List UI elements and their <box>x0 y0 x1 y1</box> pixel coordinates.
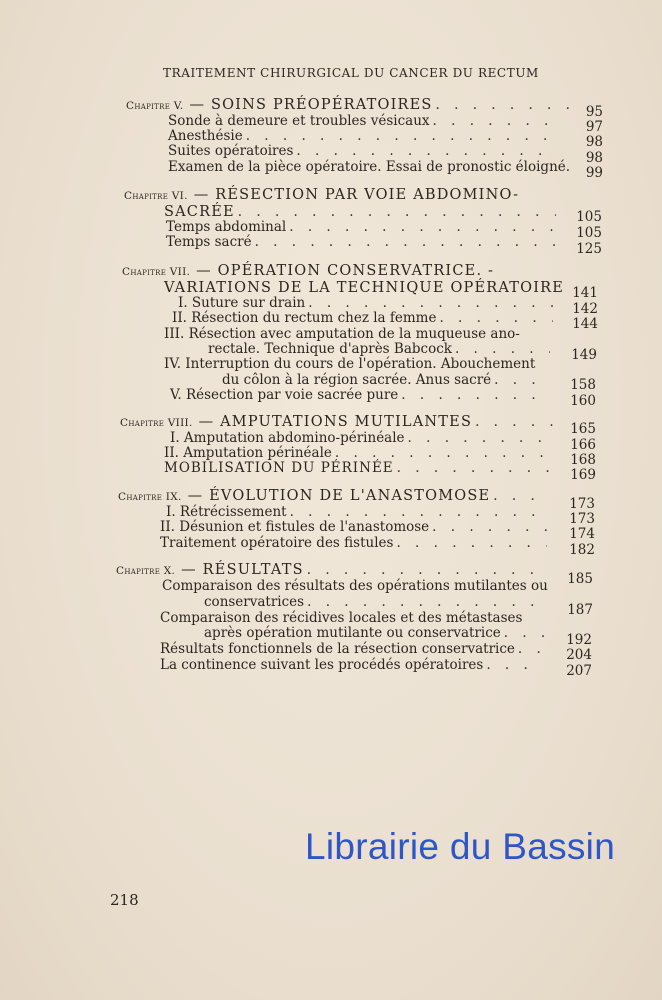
entry-page: 98 <box>585 150 603 166</box>
chapter-vii-page: 141 <box>572 285 598 301</box>
entry-text: Examen de la pièce opératoire. Essai de pronostic éloigné. <box>168 159 571 175</box>
chapter-vi-heading <box>124 187 519 204</box>
toc-entry <box>170 387 553 403</box>
entry-page: 99 <box>585 165 603 181</box>
leader-dots <box>494 372 550 388</box>
entry-text: II. Désunion et fistules de l'anastomose <box>160 519 430 535</box>
leader-dots <box>238 204 556 220</box>
chapter-vii-title: — OPÉRATION CONSERVATRICE. - <box>196 263 495 279</box>
leader-dots <box>518 641 543 657</box>
entry-page: 168 <box>570 452 596 468</box>
chapter-vii-title-cont-text: VARIATIONS DE LA TECHNIQUE OPÉRATOIRE <box>164 280 565 296</box>
chapter-viii-page: 165 <box>570 421 596 437</box>
entry-text: Sonde à demeure et troubles vésicaux <box>168 113 430 129</box>
leader-dots <box>246 128 555 144</box>
toc-entry-cont <box>222 372 553 388</box>
leader-dots <box>433 113 555 129</box>
leader-dots <box>408 430 550 446</box>
leader-dots <box>439 310 553 326</box>
toc-entry <box>166 504 550 520</box>
entry-page: 97 <box>585 119 603 135</box>
entry-page: 174 <box>569 526 595 542</box>
entry-text: I. Amputation abdomino-périnéale <box>170 430 405 446</box>
entry-text: MOBILISATION DU PÉRINÉE <box>164 460 394 476</box>
entry-text: Comparaison des récidives locales et des métastases <box>160 610 523 626</box>
entry-page: 149 <box>571 347 597 363</box>
chapter-vi-label: Chapitre VI. <box>124 190 188 202</box>
toc-entry <box>168 143 558 159</box>
toc-entry <box>170 430 553 446</box>
entry-text: IV. Interruption du cours de l'opération. Abouchement <box>164 356 536 372</box>
entry-text-cont: du côlon à la région sacrée. Anus sacré <box>222 372 492 388</box>
leader-dots <box>436 97 583 113</box>
watermark-text: Librairie du Bassin <box>305 826 616 867</box>
toc-entry <box>166 219 558 235</box>
chapter-ix-page: 173 <box>569 496 595 512</box>
entry-text: Traitement opératoire des fistules <box>160 535 394 551</box>
entry-text: V. Résection par voie sacrée pure <box>170 387 399 403</box>
toc-entry <box>160 641 546 657</box>
entry-page: 204 <box>566 647 592 663</box>
running-header: TRAITEMENT CHIRURGICAL DU CANCER DU RECTUM <box>163 66 539 80</box>
chapter-x-label: Chapitre X. <box>116 565 176 577</box>
leader-dots <box>504 625 544 641</box>
leader-dots <box>296 143 555 159</box>
entry-text: La continence suivant les procédés opératoires <box>160 657 484 673</box>
leader-dots <box>396 535 547 551</box>
entry-page: 166 <box>570 437 596 453</box>
chapter-ix-label: Chapitre IX. <box>118 491 182 503</box>
toc-entry-cont <box>208 341 553 357</box>
entry-page: 144 <box>572 316 598 332</box>
toc-entry <box>168 113 558 129</box>
chapter-v-title: — SOINS PRÉOPÉRATOIRES <box>189 97 433 113</box>
entry-page: 182 <box>569 542 595 558</box>
entry-text-cont: rectale. Technique d'après Babcock <box>208 341 452 357</box>
chapter-vii-label: Chapitre VII. <box>122 266 191 278</box>
entry-page: 192 <box>566 632 592 648</box>
chapter-vii-heading <box>122 263 494 280</box>
chapter-vi-title: — RÉSECTION PAR VOIE ABDOMINO- <box>193 187 520 203</box>
leader-dots <box>455 341 550 357</box>
chapter-v-heading <box>126 97 586 114</box>
toc-entry <box>168 128 558 144</box>
chapter-viii-label: Chapitre VIII. <box>120 417 193 429</box>
leader-dots <box>289 219 555 235</box>
entry-text: I. Suture sur drain <box>178 295 306 311</box>
toc-entry <box>160 535 550 551</box>
entry-text: Anesthésie <box>168 128 243 144</box>
entry-page: 169 <box>570 467 596 483</box>
toc-entry-multiline <box>164 356 535 372</box>
entry-text: Temps abdominal <box>166 219 287 235</box>
toc-entry <box>160 519 550 535</box>
leader-dots <box>397 460 550 476</box>
toc-entry-cont <box>204 625 547 641</box>
entry-text: Résultats fonctionnels de la résection conservatrice <box>160 641 515 657</box>
entry-page: 158 <box>570 377 596 393</box>
entry-page: 207 <box>566 663 592 679</box>
entry-page: 142 <box>572 301 598 317</box>
page-number: 218 <box>110 891 139 909</box>
entry-text: Comparaison des résultats des opérations mutilantes ou <box>162 578 548 594</box>
toc-entry <box>178 295 556 311</box>
entry-page: 98 <box>585 134 603 150</box>
chapter-v-label: Chapitre V. <box>126 100 184 112</box>
toc-entry <box>164 460 553 476</box>
entry-text: II. Amputation périnéale <box>164 445 332 461</box>
leader-dots <box>307 594 544 610</box>
chapter-x-page: 185 <box>567 571 593 587</box>
leader-dots <box>401 387 550 403</box>
chapter-vi-title-cont <box>164 204 559 220</box>
leader-dots <box>308 295 553 311</box>
chapter-vii-title-cont <box>164 280 565 296</box>
entry-page: 125 <box>576 241 602 257</box>
entry-text: Suites opératoires <box>168 143 294 159</box>
leader-dots <box>475 414 553 430</box>
toc-entry-cont <box>204 594 547 610</box>
entry-text: II. Résection du rectum chez la femme <box>172 310 437 326</box>
chapter-viii-title: — AMPUTATIONS MUTILANTES <box>198 414 473 430</box>
toc-entry-multiline <box>162 578 548 594</box>
chapter-vi-page: 105 <box>576 209 602 225</box>
chapter-v-page: 95 <box>585 104 603 120</box>
chapter-vi-title-cont-text: SACRÉE <box>164 204 235 220</box>
toc-entry <box>172 310 556 326</box>
entry-page: 105 <box>576 225 602 241</box>
leader-dots <box>255 234 555 250</box>
chapter-x-title: — RÉSULTATS <box>181 562 304 578</box>
entry-page: 160 <box>570 393 596 409</box>
entry-text: Temps sacré <box>166 234 252 250</box>
chapter-viii-heading <box>120 414 556 431</box>
toc-entry <box>168 159 571 175</box>
entry-text-cont: après opération mutilante ou conservatrice <box>204 625 501 641</box>
toc-entry <box>164 445 553 461</box>
leader-dots <box>290 504 547 520</box>
leader-dots <box>307 562 543 578</box>
leader-dots <box>335 445 550 461</box>
entry-text: I. Rétrécissement <box>166 504 287 520</box>
leader-dots <box>493 488 549 504</box>
chapter-ix-title: — ÉVOLUTION DE L'ANASTOMOSE <box>187 488 491 504</box>
leader-dots <box>432 519 547 535</box>
chapter-ix-heading <box>118 488 552 505</box>
toc-entry-multiline <box>164 326 520 342</box>
toc-entry <box>166 234 558 250</box>
toc-entry-multiline <box>160 610 522 626</box>
entry-page: 173 <box>569 511 595 527</box>
entry-text-cont: conservatrices <box>204 594 305 610</box>
toc-entry <box>160 657 546 673</box>
entry-text: III. Résection avec amputation de la muqueuse ano- <box>164 326 520 342</box>
entry-page: 187 <box>567 602 593 618</box>
leader-dots <box>486 657 543 673</box>
chapter-x-heading <box>116 562 546 579</box>
